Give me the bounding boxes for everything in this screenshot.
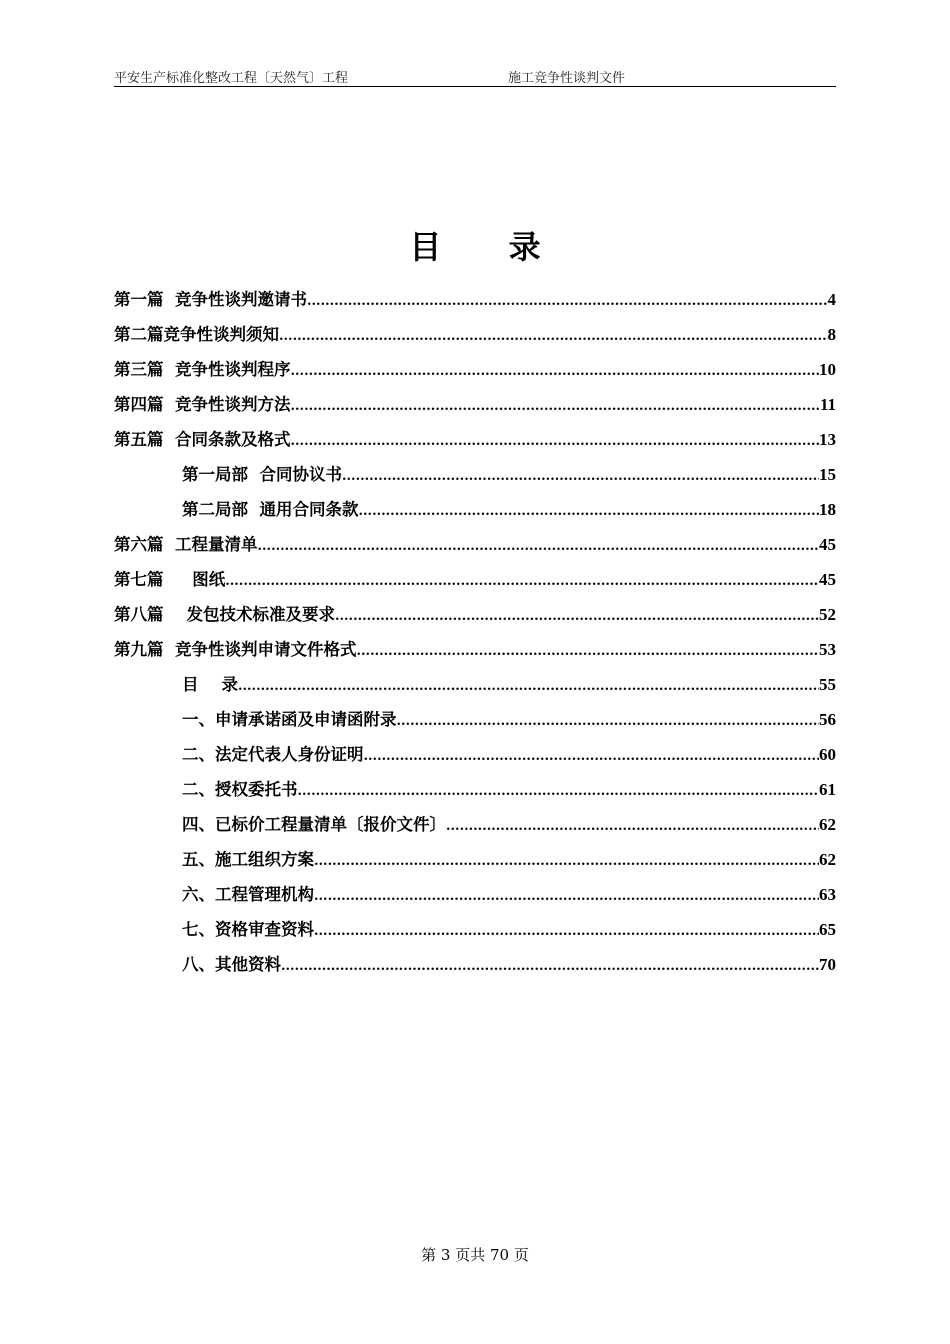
toc-entry-page-number: 62: [819, 850, 836, 869]
toc-leader-dots: [397, 708, 820, 736]
toc-entry-page-number: 45: [819, 535, 836, 554]
toc-entry-page-number: 62: [819, 815, 836, 834]
toc-entry-label: 四、已标价工程量清单〔报价文件〕: [182, 815, 446, 834]
toc-entry-label: 二、授权委托书: [182, 780, 298, 799]
toc-leader-dots: [335, 603, 819, 631]
toc-leader-dots: [291, 393, 820, 421]
toc-entry[interactable]: [114, 916, 836, 951]
toc-entry-page-number: 65: [819, 920, 836, 939]
toc-leader-dots: [238, 673, 819, 701]
toc-entry[interactable]: [114, 636, 836, 671]
toc-entry-page-number: 61: [819, 780, 836, 799]
toc-leader-dots: [364, 743, 820, 771]
toc-entry-page-number: 45: [819, 570, 836, 589]
toc-entry-page-number: 70: [819, 955, 836, 974]
toc-leader-dots: [279, 323, 828, 351]
toc-entry[interactable]: [114, 391, 836, 426]
toc-entry-label: 八、其他资料: [182, 955, 281, 974]
toc-leader-dots: [314, 883, 819, 911]
toc-entry-label: 一、申请承诺函及申请函附录: [182, 710, 397, 729]
toc-leader-dots: [281, 953, 819, 981]
toc-entry-label: 第七篇 图纸: [114, 570, 226, 589]
toc-leader-dots: [291, 358, 820, 386]
toc-entry-label: 五、施工组织方案: [182, 850, 314, 869]
header-document-title: 施工竞争性谈判文件: [508, 71, 626, 86]
toc-entry-label: 第六篇 工程量清单: [114, 535, 258, 554]
toc-entry-label: 第一局部 合同协议书: [182, 465, 342, 484]
toc-entry-page-number: 52: [819, 605, 836, 624]
toc-entry-page-number: 56: [819, 710, 836, 729]
toc-entry-label: 第八篇 发包技术标准及要求: [114, 605, 335, 624]
toc-leader-dots: [359, 498, 820, 526]
toc-leader-dots: [314, 848, 819, 876]
toc-entry[interactable]: [114, 706, 836, 741]
toc-entry-label: 第二局部 通用合同条款: [182, 500, 359, 519]
page-header: [114, 66, 836, 87]
toc-leader-dots: [258, 533, 820, 561]
toc-leader-dots: [357, 638, 820, 666]
toc-entry-page-number: 10: [819, 360, 836, 379]
toc-entry-page-number: 13: [819, 430, 836, 449]
toc-leader-dots: [446, 813, 819, 841]
toc-entry[interactable]: [114, 321, 836, 356]
toc-entry[interactable]: [114, 531, 836, 566]
toc-entry[interactable]: [114, 496, 836, 531]
header-project-title: 平安生产标准化整改工程〔天然气〕工程: [114, 71, 349, 86]
toc-entry-page-number: 4: [827, 290, 836, 309]
toc-entry-label: 七、资格审查资料: [182, 920, 314, 939]
toc-entry-page-number: 53: [819, 640, 836, 659]
toc-entry[interactable]: [114, 846, 836, 881]
toc-entry-label: 二、法定代表人身份证明: [182, 745, 364, 764]
toc-entry-label: 目 录: [182, 675, 238, 694]
toc-entry-label: 第三篇 竞争性谈判程序: [114, 360, 291, 379]
toc-leader-dots: [225, 568, 819, 596]
toc-entry[interactable]: [114, 671, 836, 706]
toc-entry-label: 第二篇竞争性谈判须知: [114, 325, 279, 344]
toc-entry[interactable]: [114, 741, 836, 776]
toc-entry-label: 第一篇 竞争性谈判邀请书: [114, 290, 307, 309]
toc-entry[interactable]: [114, 566, 836, 601]
toc-entry-page-number: 18: [819, 500, 836, 519]
toc-leader-dots: [298, 778, 820, 806]
toc-leader-dots: [314, 918, 819, 946]
toc-entry[interactable]: [114, 776, 836, 811]
toc-entry[interactable]: [114, 356, 836, 391]
table-of-contents: [114, 286, 836, 986]
toc-leader-dots: [291, 428, 820, 456]
toc-entry-label: 六、工程管理机构: [182, 885, 314, 904]
toc-entry-page-number: 63: [819, 885, 836, 904]
toc-entry-page-number: 8: [827, 325, 836, 344]
toc-entry[interactable]: [114, 811, 836, 846]
toc-entry-label: 第五篇 合同条款及格式: [114, 430, 291, 449]
toc-entry-page-number: 15: [819, 465, 836, 484]
toc-entry-label: 第九篇 竞争性谈判申请文件格式: [114, 640, 357, 659]
toc-entry-page-number: 11: [819, 395, 836, 414]
toc-entry[interactable]: [114, 881, 836, 916]
toc-leader-dots: [342, 463, 819, 491]
toc-leader-dots: [307, 288, 828, 316]
toc-entry-page-number: 55: [819, 675, 836, 694]
toc-entry[interactable]: [114, 461, 836, 496]
toc-entry[interactable]: [114, 286, 836, 321]
toc-entry[interactable]: [114, 601, 836, 636]
toc-entry[interactable]: [114, 951, 836, 986]
page-footer: 第 3 页共 70 页: [421, 1246, 529, 1264]
page-title: 目 录: [409, 228, 569, 266]
toc-entry[interactable]: [114, 426, 836, 461]
toc-entry-label: 第四篇 竞争性谈判方法: [114, 395, 291, 414]
toc-entry-page-number: 60: [819, 745, 836, 764]
